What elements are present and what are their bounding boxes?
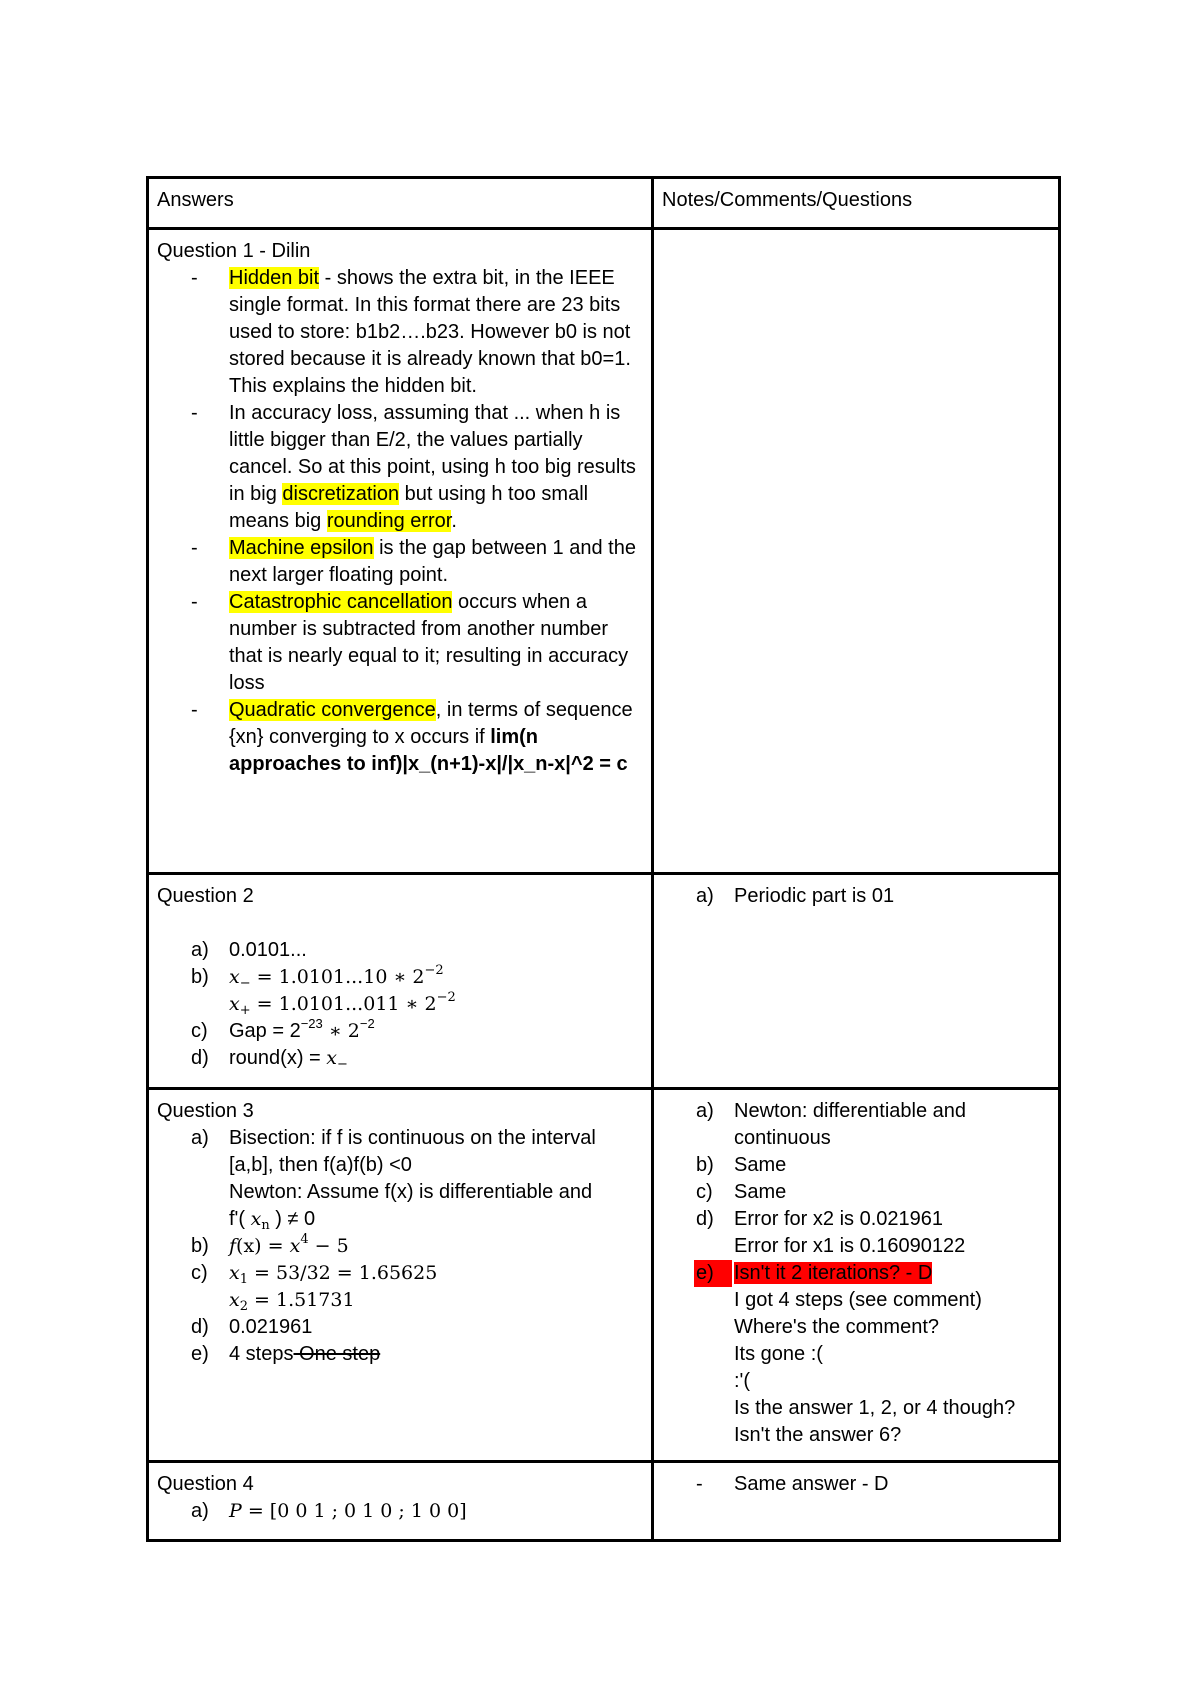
struck-text: One step [293, 1343, 381, 1365]
question-2-list [157, 937, 643, 1072]
question-4-list [157, 1498, 643, 1525]
x-minus-formula: $x_- = 1.0101...10$ ∗ $2^{-2}$ [229, 963, 444, 991]
question-4-title: Question 4 [157, 1473, 254, 1495]
notes-header: Notes/Comments/Questions [653, 178, 1060, 229]
question-1-list [157, 265, 643, 778]
question-2-answer [148, 874, 653, 1089]
list-item: - Hidden bit - shows the extra bit, in the IEEE single format. In this format there are 23 bits used to store: b1b2….b23. However b0 is not stored because it is already known that b0=1. This explains the hidden bit. [191, 267, 631, 397]
header-row [148, 178, 1060, 229]
list-item: a) 0.0101... [191, 939, 307, 961]
list-item: - In accuracy loss, assuming that ... when h is little bigger than E/2, the values partially cancel. So at this point, using h too big results in big discretization but using h too small means big rounding error. [191, 402, 636, 532]
function-formula: $f(x) = x^4 - 5$ [229, 1232, 349, 1257]
answers-header: Answers [148, 178, 653, 229]
question-3-list [157, 1125, 643, 1368]
question-3-answer [148, 1089, 653, 1462]
question-4-answer [148, 1462, 653, 1541]
list-item: e) Isn't it 2 iterations? - D I got 4 steps (see comment) Where's the comment? Its gone :( :'( Is the answer 1, 2, or 4 though? Isn't the answer 6? [696, 1262, 1016, 1446]
red-highlight-marker: e) [694, 1260, 732, 1287]
list-item: - Machine epsilon is the gap between 1 and the next larger floating point. [191, 537, 636, 586]
term-rounding-error: rounding error [326, 510, 452, 532]
list-item: a) Periodic part is 01 [696, 885, 895, 907]
list-item: a) P = [0 0 1 ; 0 1 0 ; 1 0 0] [191, 1500, 467, 1522]
question-3-row [148, 1089, 1060, 1462]
list-item: d) round(x) = $x_-$ [191, 1047, 348, 1072]
list-item: c) Same [696, 1181, 787, 1203]
list-item: b) $f(x) = x^4 - 5$ [191, 1232, 349, 1257]
list-item: b) $x_- = 1.0101...10$ ∗ $2^{-2}$ $x_+ = 1.0101...011$ ∗ $2^{-2}$ [191, 963, 456, 1018]
term-catastrophic-cancellation: Catastrophic cancellation [229, 591, 453, 613]
red-highlight-comment: Isn't it 2 iterations? - D [734, 1262, 933, 1284]
question-3-title: Question 3 [157, 1100, 254, 1122]
question-2-notes [653, 874, 1060, 1089]
list-item: e) 4 steps One step [191, 1343, 381, 1365]
list-item: c) $x_1 = 53/32 = 1.65625$ $x_2 = 1.51731$ [191, 1262, 438, 1314]
question-1-answer [148, 229, 653, 874]
convergence-formula: lim(n approaches to inf)|x_(n+1)-x|/|x_n-x|^2 = c [229, 726, 628, 775]
list-item: d) 0.021961 [191, 1316, 313, 1338]
list-item: d) Error for x2 is 0.021961 Error for x1 is 0.16090122 [696, 1208, 966, 1257]
term-hidden-bit: Hidden bit [229, 267, 320, 289]
question-4-row [148, 1462, 1060, 1541]
question-1-title: Question 1 - Dilin [157, 240, 311, 262]
question-4-notes [653, 1462, 1060, 1541]
term-machine-epsilon: Machine epsilon [229, 537, 374, 559]
list-item: - Same answer - D [696, 1473, 889, 1495]
list-item: a) Bisection: if f is continuous on the interval [a,b], then f(a)f(b) <0 Newton: Assume f(x) is differentiable and f'( $x_n$ ) ≠ 0 [191, 1127, 596, 1233]
list-item: a) Newton: differentiable and continuous [696, 1100, 967, 1149]
question-2-title: Question 2 [157, 885, 254, 907]
notes-table [146, 176, 1061, 1542]
list-item: b) Same [696, 1154, 787, 1176]
list-item: - Catastrophic cancellation occurs when a number is subtracted from another number that is nearly equal to it; resulting in accuracy loss [191, 591, 629, 694]
term-quadratic-convergence: Quadratic convergence [229, 699, 436, 721]
question-2-row [148, 874, 1060, 1089]
question-3-notes [653, 1089, 1060, 1462]
question-1-row [148, 229, 1060, 874]
x-plus-formula: $x_+ = 1.0101...011$ ∗ $2^{-2}$ [229, 990, 456, 1018]
list-item: c) Gap = $2^{-23}$ ∗ $2^{-2}$ [191, 1016, 375, 1042]
term-discretization: discretization [282, 483, 400, 505]
question-1-notes [653, 229, 1060, 874]
list-item: - Quadratic convergence, in terms of sequence {xn} converging to x occurs if lim(n approaches to inf)|x_(n+1)-x|/|x_n-x|^2 = c [191, 699, 633, 775]
